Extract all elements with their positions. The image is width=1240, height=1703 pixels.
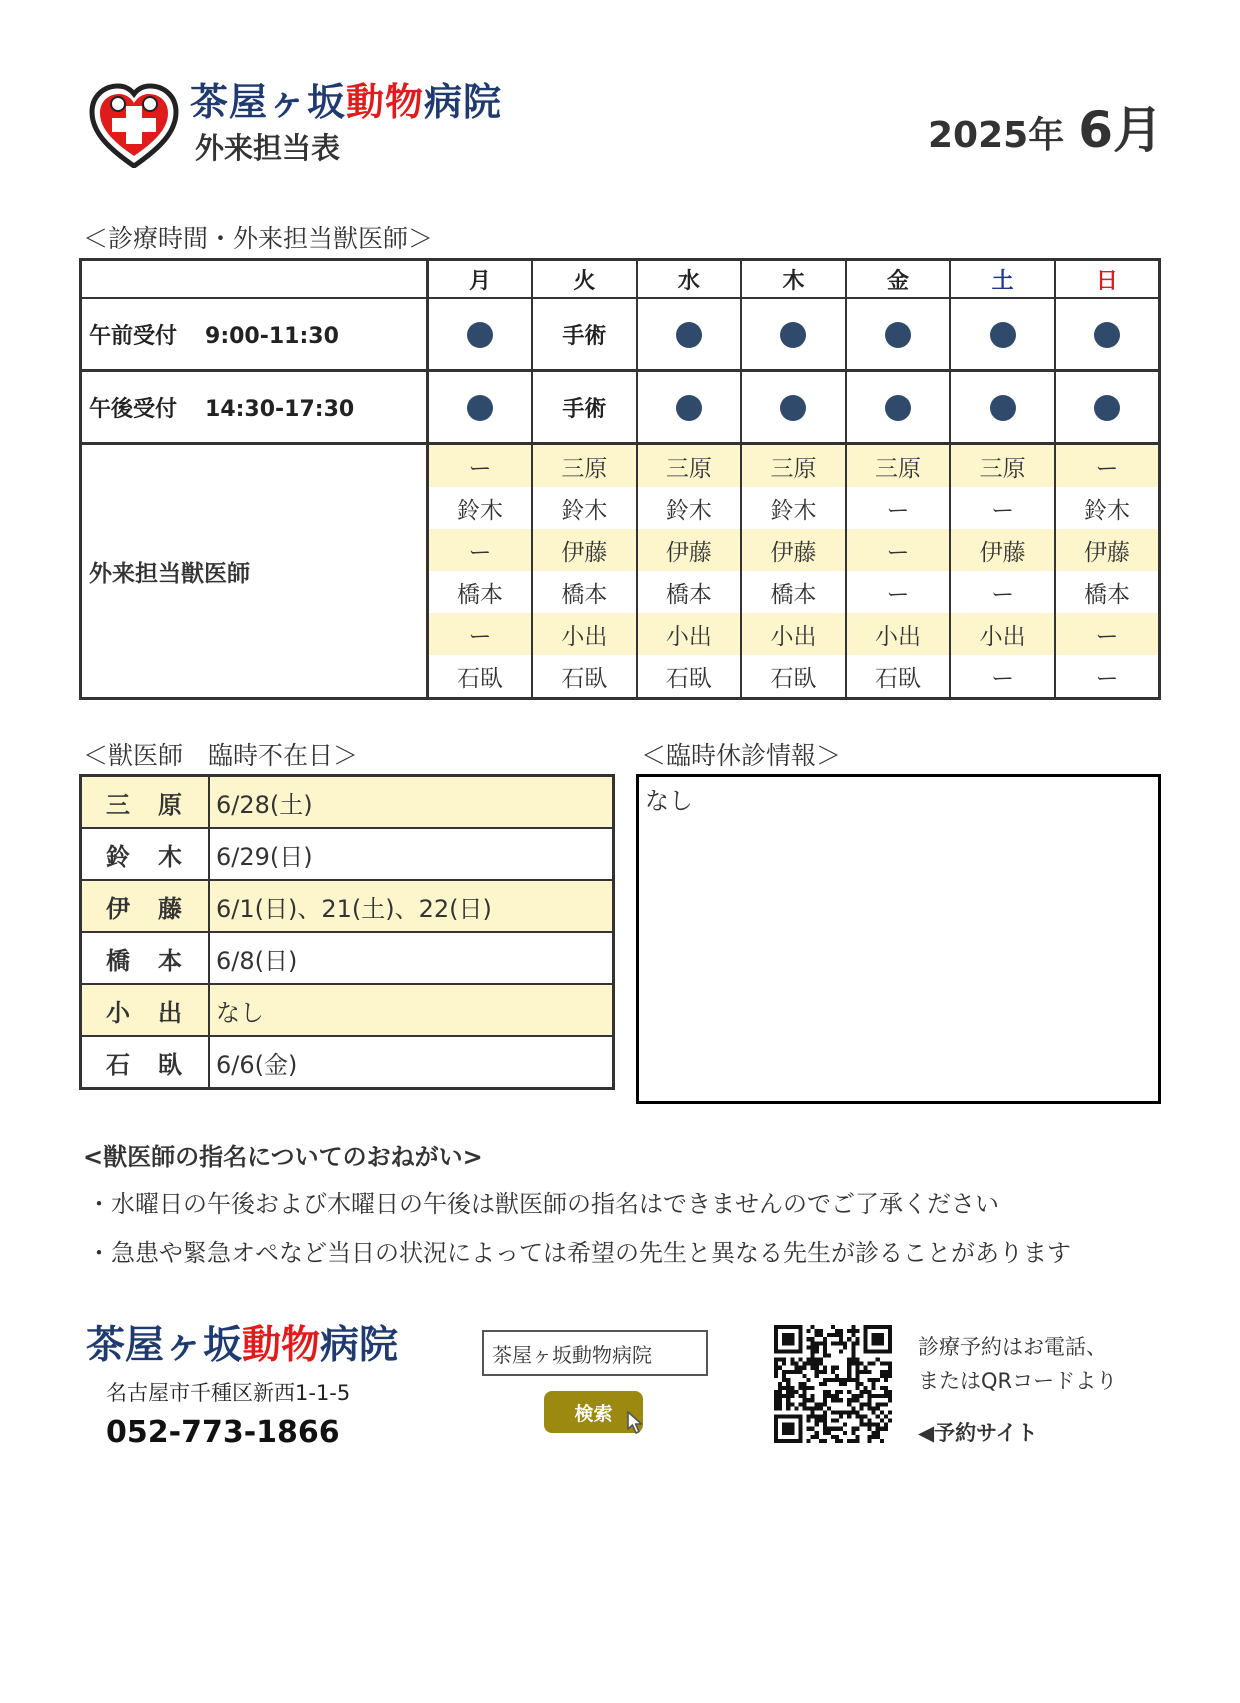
hospital-name-part2: 動物 — [346, 80, 425, 124]
notice-item: ・水曜日の午後および木曜日の午後は獣医師の指名はできませんのでご了承ください — [87, 1190, 999, 1218]
vet-name: 伊 藤 — [81, 880, 210, 932]
open-dot-icon — [780, 395, 806, 421]
day-header-sunday: 日 — [1055, 260, 1160, 299]
doctors-label: 外来担当獣医師 — [81, 444, 428, 699]
doctor-cell: 小出 — [637, 613, 742, 655]
slot-label — [81, 371, 428, 444]
doctor-cell: 鈴木 — [1055, 487, 1160, 529]
slot-cell — [428, 371, 533, 444]
reservation-line: またはQRコードより — [918, 1369, 1118, 1393]
doctor-cell: 伊藤 — [1055, 529, 1160, 571]
absence-dates: 6/28(土) — [209, 776, 614, 829]
slot-time: 9:00-11:30 — [205, 323, 339, 349]
doctor-cell: 伊藤 — [637, 529, 742, 571]
doctor-cell: 小出 — [950, 613, 1055, 655]
doctor-cell: 三原 — [846, 444, 951, 488]
doctor-cell: 橋本 — [1055, 571, 1160, 613]
doctor-cell: 橋本 — [637, 571, 742, 613]
doctor-cell: ー — [950, 487, 1055, 529]
footer-address: 名古屋市千種区新西1-1-5 — [106, 1381, 351, 1405]
doctor-cell: 橋本 — [532, 571, 637, 613]
schedule-table — [79, 258, 1161, 700]
open-dot-icon — [885, 395, 911, 421]
doctor-cell: 鈴木 — [637, 487, 742, 529]
month-label: 6月 — [1078, 101, 1163, 159]
doctor-cell: 鈴木 — [532, 487, 637, 529]
doctor-cell: 伊藤 — [950, 529, 1055, 571]
reservation-info — [918, 1330, 1117, 1398]
notice-title: <獣医師の指名についてのおねがい> — [83, 1143, 483, 1171]
doctor-cell: 石臥 — [846, 655, 951, 699]
doctor-cell: ー — [950, 571, 1055, 613]
absence-dates: 6/29(日) — [209, 828, 614, 880]
doctor-cell: 鈴木 — [428, 487, 533, 529]
open-dot-icon — [467, 322, 493, 348]
schedule-header-row — [81, 260, 1160, 299]
doctor-cell: 鈴木 — [741, 487, 846, 529]
open-dot-icon — [885, 322, 911, 348]
doctor-cell: 橋本 — [741, 571, 846, 613]
doctor-cell: 石臥 — [637, 655, 742, 699]
day-header: 水 — [637, 260, 742, 299]
absence-dates: なし — [209, 984, 614, 1036]
footer-phone: 052-773-1866 — [106, 1415, 340, 1450]
absence-table — [79, 774, 615, 1090]
open-dot-icon — [780, 322, 806, 348]
doctor-cell: 石臥 — [428, 655, 533, 699]
slot-cell — [950, 298, 1055, 371]
slot-cell — [428, 298, 533, 371]
pointer-cursor-icon — [625, 1410, 649, 1436]
slot-cell — [532, 298, 637, 371]
schedule-corner-cell — [81, 260, 428, 299]
day-header: 木 — [741, 260, 846, 299]
absence-row — [81, 1036, 614, 1089]
absence-row — [81, 984, 614, 1036]
open-dot-icon — [676, 395, 702, 421]
day-header-saturday: 土 — [950, 260, 1055, 299]
doctor-cell: 三原 — [950, 444, 1055, 488]
doctor-cell: 三原 — [637, 444, 742, 488]
hospital-name-part3: 病院 — [424, 80, 503, 124]
closure-info-box — [636, 774, 1161, 1104]
hospital-name-part1: 茶屋ヶ坂 — [190, 80, 347, 124]
slot-cell — [741, 371, 846, 444]
doctor-cell: ー — [428, 444, 533, 488]
open-dot-icon — [990, 322, 1016, 348]
slot-cell — [1055, 371, 1160, 444]
vet-name: 鈴 木 — [81, 828, 210, 880]
doctor-cell: ー — [428, 613, 533, 655]
open-dot-icon — [676, 322, 702, 348]
doctor-cell: 三原 — [532, 444, 637, 488]
doctor-cell: 伊藤 — [741, 529, 846, 571]
surgery-label: 手術 — [562, 396, 607, 422]
slot-cell — [532, 371, 637, 444]
doctor-cell: ー — [846, 529, 951, 571]
year-label: 2025年 — [928, 115, 1065, 156]
vet-name: 石 臥 — [81, 1036, 210, 1089]
slot-label-text: 午前受付 — [89, 323, 178, 349]
doctor-cell: 三原 — [741, 444, 846, 488]
slot-cell — [950, 371, 1055, 444]
open-dot-icon — [467, 395, 493, 421]
footer-name-part2: 動物 — [242, 1323, 321, 1368]
page-subtitle: 外来担当表 — [195, 131, 341, 165]
open-dot-icon — [990, 395, 1016, 421]
slot-cell — [637, 371, 742, 444]
doctor-row — [81, 444, 1160, 488]
day-header: 火 — [532, 260, 637, 299]
absence-row — [81, 776, 614, 829]
absence-row — [81, 932, 614, 984]
slot-label — [81, 298, 428, 371]
absence-section-title: ＜獣医師 臨時不在日＞ — [83, 741, 359, 770]
doctor-cell: ー — [1055, 444, 1160, 488]
search-button[interactable]: 検索 — [544, 1391, 643, 1433]
slot-time: 14:30-17:30 — [205, 396, 355, 422]
open-dot-icon — [1094, 322, 1120, 348]
doctor-cell: 小出 — [741, 613, 846, 655]
vet-name: 小 出 — [81, 984, 210, 1036]
absence-row — [81, 880, 614, 932]
day-header: 金 — [846, 260, 951, 299]
doctor-cell: 伊藤 — [532, 529, 637, 571]
year-month — [928, 100, 1163, 172]
footer-name-part1: 茶屋ヶ坂 — [86, 1323, 243, 1368]
notice-item: ・急患や緊急オペなど当日の状況によっては希望の先生と異なる先生が診ることがあります — [87, 1239, 1071, 1267]
doctor-cell: ー — [846, 571, 951, 613]
qr-code-icon[interactable] — [774, 1325, 892, 1443]
doctor-cell: ー — [846, 487, 951, 529]
schedule-section-title: ＜診療時間・外来担当獣医師＞ — [83, 224, 434, 253]
slot-cell — [741, 298, 846, 371]
doctor-cell: 石臥 — [741, 655, 846, 699]
doctor-cell: 小出 — [532, 613, 637, 655]
absence-dates: 6/6(金) — [209, 1036, 614, 1089]
vet-name: 橋 本 — [81, 932, 210, 984]
day-header: 月 — [428, 260, 533, 299]
slot-cell — [1055, 298, 1160, 371]
reservation-line: 診療予約はお電話、 — [918, 1335, 1107, 1359]
reservation-site-link[interactable]: ◀予約サイト — [918, 1421, 1038, 1445]
slot-row-afternoon — [81, 371, 1160, 444]
doctor-cell: ー — [428, 529, 533, 571]
slot-label-text: 午後受付 — [89, 396, 178, 422]
open-dot-icon — [1094, 395, 1120, 421]
hospital-name — [190, 78, 502, 126]
absence-row — [81, 828, 614, 880]
absence-dates: 6/8(日) — [209, 932, 614, 984]
doctor-cell: 小出 — [846, 613, 951, 655]
doctor-cell: 橋本 — [428, 571, 533, 613]
hospital-logo-icon — [88, 82, 180, 168]
doctor-cell: 石臥 — [532, 655, 637, 699]
slot-cell — [846, 298, 951, 371]
absence-dates: 6/1(日)、21(土)、22(日) — [209, 880, 614, 932]
vet-name: 三 原 — [81, 776, 210, 829]
slot-cell — [846, 371, 951, 444]
doctor-cell: ー — [1055, 613, 1160, 655]
doctor-cell: ー — [1055, 655, 1160, 699]
search-input[interactable] — [482, 1330, 708, 1376]
slot-cell — [637, 298, 742, 371]
surgery-label: 手術 — [562, 323, 607, 349]
doctor-cell: ー — [950, 655, 1055, 699]
slot-row-morning — [81, 298, 1160, 371]
footer-hospital-name — [86, 1320, 398, 1372]
closure-info-text: なし — [645, 787, 693, 815]
footer-name-part3: 病院 — [320, 1323, 399, 1368]
closure-section-title: ＜臨時休診情報＞ — [641, 741, 842, 770]
